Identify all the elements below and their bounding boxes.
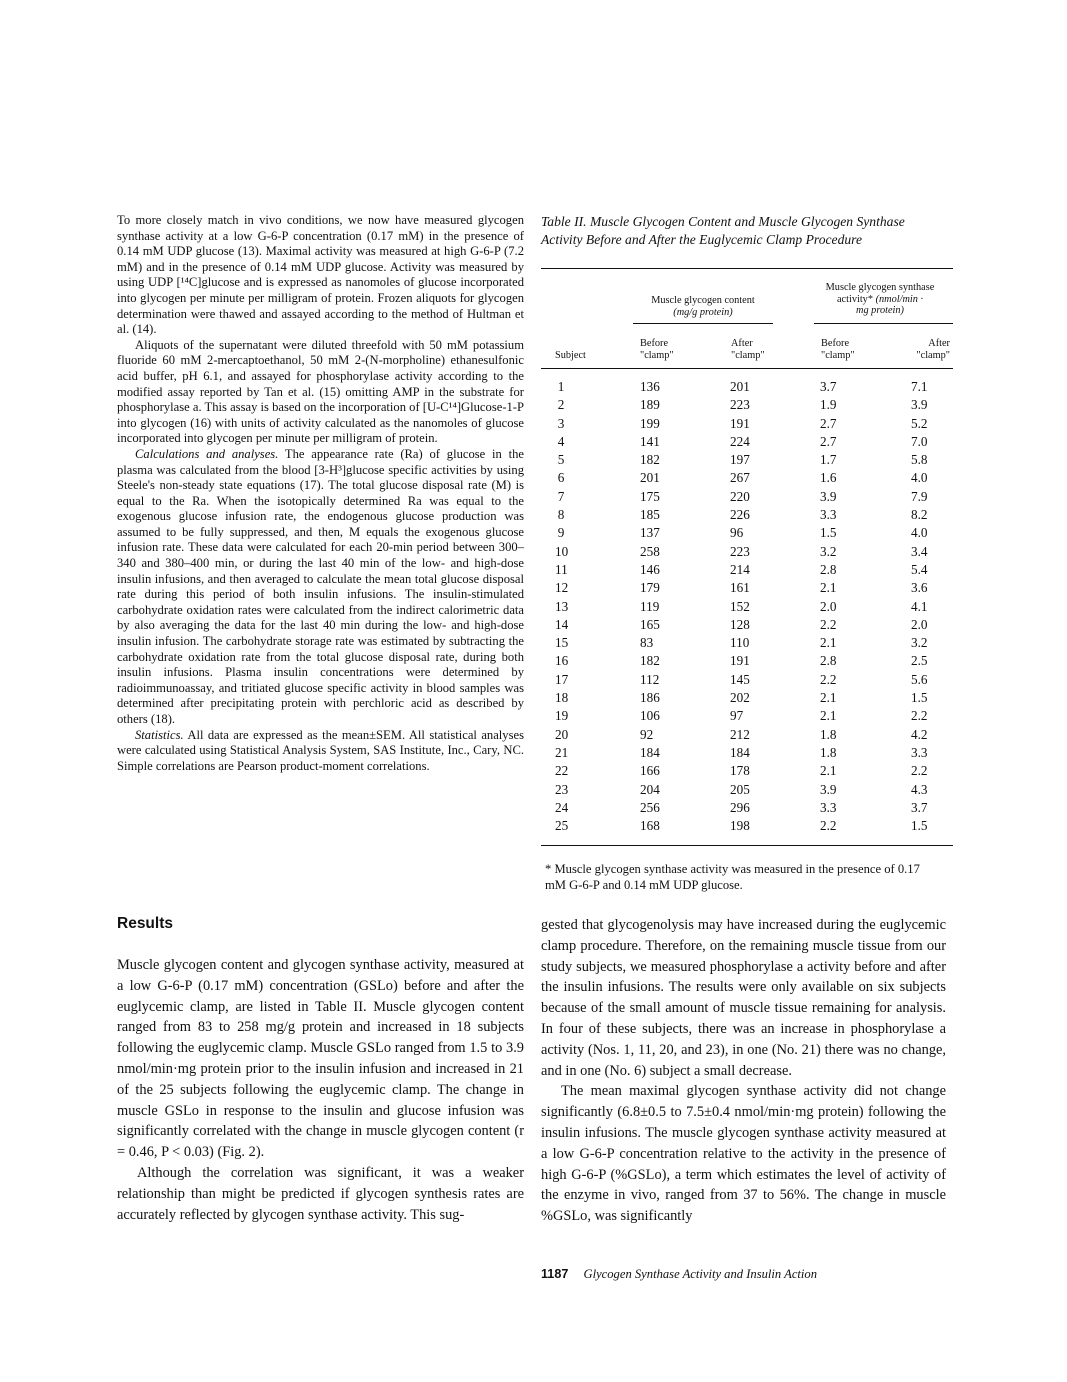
cell-content-before: 166 xyxy=(640,763,660,779)
results-heading: Results xyxy=(117,915,173,932)
cell-activity-after: 5.2 xyxy=(911,415,928,431)
table-row xyxy=(541,579,953,597)
cell-content-before: 175 xyxy=(640,488,660,504)
cell-activity-after: 5.4 xyxy=(911,561,928,577)
column-header-subject: Subject xyxy=(555,350,586,361)
cell-content-before: 136 xyxy=(640,379,660,394)
table-row xyxy=(541,634,953,652)
cell-content-before: 179 xyxy=(640,580,660,596)
cell-activity-before: 1.8 xyxy=(820,726,837,742)
column-header-content-before: Before "clamp" xyxy=(640,338,674,361)
cell-content-before: 168 xyxy=(640,818,660,834)
statistics-text: All data are expressed as the mean±SEM. All statistical analyses were calculated using Statistical Analysis System, SAS Institute, Inc., Cary, NC. Simple correlations are Pearson product-moment correlations. xyxy=(117,727,524,773)
cell-content-after: 226 xyxy=(730,507,750,523)
cell-content-after: 178 xyxy=(730,763,750,779)
cell-content-before: 112 xyxy=(640,671,660,687)
table-row xyxy=(541,396,953,414)
table-row xyxy=(541,561,953,579)
cell-content-before: 182 xyxy=(640,452,660,468)
glycogen-content-title: Muscle glycogen content xyxy=(651,295,755,306)
table-row xyxy=(541,469,953,487)
synthase-activity-units-2: mg protein) xyxy=(856,305,904,316)
cell-activity-before: 1.5 xyxy=(820,525,837,541)
table-row xyxy=(541,799,953,817)
cell-activity-after: 4.1 xyxy=(911,598,928,614)
cell-activity-after: 2.2 xyxy=(911,763,928,779)
cell-content-after: 223 xyxy=(730,397,750,413)
cell-subject: 17 xyxy=(555,671,569,687)
column-header-content-after: After "clamp" xyxy=(731,338,765,361)
cell-content-after: 224 xyxy=(730,433,750,449)
cell-activity-before: 2.7 xyxy=(820,415,837,431)
table-row xyxy=(541,762,953,780)
cell-activity-before: 2.1 xyxy=(820,708,837,724)
table-row xyxy=(541,506,953,524)
cell-activity-after: 8.2 xyxy=(911,507,928,523)
table-row xyxy=(541,433,953,451)
cell-subject: 6 xyxy=(557,470,565,486)
cell-activity-before: 2.1 xyxy=(820,690,837,706)
table-row xyxy=(541,616,953,634)
page-number: 1187 xyxy=(541,1267,569,1281)
group1-rule xyxy=(633,323,773,324)
results-paragraph: Although the correlation was significant, it was a weaker relationship than might be predicted if glycogen synthesis rates are accurately reflected by glycogen synthase activity. This sug- xyxy=(117,1164,524,1223)
cell-activity-after: 7.0 xyxy=(911,433,928,449)
cell-subject: 16 xyxy=(555,653,569,669)
page-footer xyxy=(541,1267,817,1282)
cell-subject: 25 xyxy=(555,818,569,834)
cell-content-after: 205 xyxy=(730,781,750,797)
calculations-paragraph xyxy=(117,447,524,728)
cell-activity-after: 3.9 xyxy=(911,397,928,413)
cell-content-after: 212 xyxy=(730,726,750,742)
table-row xyxy=(541,781,953,799)
cell-content-before: 201 xyxy=(640,470,660,486)
table-caption: Table II. Muscle Glycogen Content and Muscle Glycogen Synthase Activity Before and After the Euglycemic Clamp Procedure xyxy=(541,214,905,247)
cell-activity-before: 2.0 xyxy=(820,598,837,614)
cell-activity-before: 2.1 xyxy=(820,763,837,779)
table-row xyxy=(541,726,953,744)
cell-content-after: 214 xyxy=(730,561,750,577)
cell-activity-before: 3.9 xyxy=(820,781,837,797)
cell-content-after: 161 xyxy=(730,580,750,596)
cell-activity-after: 4.3 xyxy=(911,781,928,797)
cell-activity-after: 7.1 xyxy=(911,379,928,394)
group2-rule xyxy=(814,323,953,324)
cell-activity-after: 2.2 xyxy=(911,708,928,724)
calculations-text: The appearance rate (Ra) of glucose in the plasma was calculated from the blood [3-H³]glucose specific activities by using Steele's non-steady state equations (17). The total glucose disposal rate (M) is equal to the Ra. When the isotopically determined Ra was equal to the exogenous glucose infusion rate, the endogenous glucose production was assumed to be fully suppressed, and then, M equals the exogenous glucose infusion rate. These data were calculated for each 20-min period between 300–340 and 380–400 min, or during the last 40 min of the low- and high-dose insulin infusions, and then averaged to calculate the mean total glucose disposal rate during this period of both insulin infusions. The insulin-stimulated carbohydrate oxidation rates were calculated from the indirect calorimetric data by also averaging the data for the last 40 min during the low- and high-dose insulin infusion. The carbohydrate storage rate was estimated by subtracting the carbohydrate oxidation rate from the total glucose disposal rate, during both insulin infusions. Plasma insulin concentrations were determined by radioimmunoassay, and tritiated glucose specific activity in blood samples was determined after precipitating protein with perchloric acid as described by others (18). xyxy=(117,446,525,726)
table-row xyxy=(541,744,953,762)
cell-activity-before: 1.6 xyxy=(820,470,837,486)
cell-subject: 23 xyxy=(555,781,569,797)
table-row xyxy=(541,488,953,506)
cell-activity-before: 3.7 xyxy=(820,379,837,394)
cell-subject: 2 xyxy=(557,397,565,413)
methods-paragraph: To more closely match in vivo conditions, we now have measured glycogen synthase activity at a low G-6-P concentration (0.17 mM) in the presence of 0.14 mM UDP glucose (13). Maximal activity was measured at high G-6-P (7.2 mM) and in the presence of 0.14 mM UDP glucose. Activity was measured by using UDP [¹⁴C]glucose and is expressed as nanomoles of glucose incorporated into glycogen per minute per milligram of protein. Frozen aliquots for glycogen determination were thawed and assayed according to the method of Hultman et al. (14). xyxy=(117,213,524,337)
cell-content-after: 145 xyxy=(730,671,750,687)
table-footnote: * Muscle glycogen synthase activity was measured in the presence of 0.17 mM G-6-P and 0.14 mM UDP glucose. xyxy=(545,862,920,892)
cell-activity-after: 7.9 xyxy=(911,488,928,504)
cell-activity-before: 2.8 xyxy=(820,653,837,669)
cell-content-before: 146 xyxy=(640,561,660,577)
cell-activity-before: 1.7 xyxy=(820,452,837,468)
table-row xyxy=(541,415,953,433)
cell-subject: 11 xyxy=(555,561,568,577)
cell-content-before: 258 xyxy=(640,543,660,559)
cell-content-after: 267 xyxy=(730,470,750,486)
cell-content-after: 198 xyxy=(730,818,750,834)
cell-content-after: 220 xyxy=(730,488,750,504)
table-row xyxy=(541,543,953,561)
cell-subject: 12 xyxy=(555,580,569,596)
cell-activity-before: 2.1 xyxy=(820,635,837,651)
cell-content-before: 141 xyxy=(640,433,660,449)
cell-subject: 13 xyxy=(555,598,569,614)
cell-subject: 14 xyxy=(555,616,569,632)
cell-activity-after: 2.5 xyxy=(911,653,928,669)
cell-content-after: 97 xyxy=(730,708,744,724)
cell-activity-after: 3.6 xyxy=(911,580,928,596)
cell-content-before: 184 xyxy=(640,744,660,760)
cell-content-after: 128 xyxy=(730,616,750,632)
statistics-paragraph xyxy=(117,728,524,775)
methods-paragraph: Aliquots of the supernatant were diluted threefold with 50 mM potassium fluoride 60 mM 2-mercaptoethanol, 50 mM 2-(N-morpholine) ethanesulfonic acid buffer, pH 6.1, and assayed for phosphorylase activity according to the modified assay reported by Tan et al. (15) omitting AMP in the substrate for phosphorylase a. This assay is based on the incorporation of [U-C¹⁴]Glucose-1-P into glycogen (16) with units of activity calculated as the nanomoles of glucose incorporated into glycogen per minute per milligram of protein. xyxy=(117,337,525,446)
cell-subject: 15 xyxy=(555,635,569,651)
cell-content-after: 110 xyxy=(730,635,750,651)
table-row xyxy=(541,671,953,689)
cell-activity-before: 2.2 xyxy=(820,671,837,687)
results-paragraph: The mean maximal glycogen synthase activity did not change significantly (6.8±0.5 to 7.5±0.4 nmol/min·mg protein) following the insulin infusions. The muscle glycogen synthase activity measured at a low G-6-P concentration relative to the activity in the presence of high G-6-P (%GSLo), a term which estimates the level of activity of the enzyme in vivo, ranged from 37 to 56%. The change in muscle %GSLo, was significantly xyxy=(541,1083,946,1225)
calculations-runin-heading: Calculations and analyses. xyxy=(135,446,279,461)
cell-activity-after: 1.5 xyxy=(911,818,928,834)
cell-activity-before: 2.2 xyxy=(820,616,837,632)
cell-subject: 9 xyxy=(557,525,565,541)
table-row xyxy=(541,689,953,707)
methods-text-column xyxy=(117,213,524,774)
column-header-activity-before: Before "clamp" xyxy=(821,338,855,361)
cell-subject: 3 xyxy=(557,415,565,431)
cell-content-before: 92 xyxy=(640,726,654,742)
cell-activity-before: 3.3 xyxy=(820,507,837,523)
cell-content-before: 83 xyxy=(640,635,654,651)
cell-activity-after: 4.0 xyxy=(911,470,928,486)
table-row xyxy=(541,598,953,616)
cell-content-after: 152 xyxy=(730,598,750,614)
cell-activity-after: 2.0 xyxy=(911,616,928,632)
cell-subject: 10 xyxy=(555,543,569,559)
cell-content-before: 189 xyxy=(640,397,660,413)
results-paragraph: Muscle glycogen content and glycogen synthase activity, measured at a low G-6-P (0.17 mM) concentration (GSLo) before and after the euglycemic clamp, are listed in Table II. Muscle glycogen content ranged from 83 to 258 mg/g protein and increased in 18 subjects following the euglycemic clamp. Muscle GSLo ranged from 1.5 to 3.9 nmol/min·mg protein prior to the insulin infusion and increased in 21 of the 25 subjects following the euglycemic clamp. The change in muscle GSLo in response to the insulin and glucose infusion was significantly correlated with the change in muscle glycogen content (r = 0.46, P < 0.03) (Fig. 2). xyxy=(117,957,524,1161)
cell-activity-before: 3.9 xyxy=(820,488,837,504)
cell-activity-before: 2.8 xyxy=(820,561,837,577)
cell-content-after: 197 xyxy=(730,452,750,468)
cell-activity-before: 3.3 xyxy=(820,799,837,815)
cell-subject: 18 xyxy=(555,690,569,706)
column-header-activity-after: After "clamp" xyxy=(916,338,950,361)
cell-content-after: 184 xyxy=(730,744,750,760)
cell-content-after: 191 xyxy=(730,653,750,669)
table-header-rule xyxy=(541,368,953,369)
synthase-activity-units-1: (nmol/min · xyxy=(875,293,924,305)
cell-content-before: 186 xyxy=(640,690,660,706)
table-row xyxy=(541,707,953,725)
cell-content-before: 256 xyxy=(640,799,660,815)
table-row xyxy=(541,451,953,469)
cell-content-after: 202 xyxy=(730,690,750,706)
table-row xyxy=(541,817,953,835)
glycogen-content-units: (mg/g protein) xyxy=(673,306,733,318)
cell-activity-after: 4.0 xyxy=(911,525,928,541)
cell-subject: 4 xyxy=(557,433,565,449)
cell-subject: 8 xyxy=(557,507,565,523)
cell-content-after: 191 xyxy=(730,415,750,431)
cell-subject: 21 xyxy=(555,744,569,760)
results-continued-column xyxy=(541,915,946,1227)
cell-content-before: 106 xyxy=(640,708,660,724)
table-top-rule xyxy=(541,268,953,269)
cell-content-before: 165 xyxy=(640,616,660,632)
results-paragraph: gested that glycogenolysis may have increased during the euglycemic clamp procedure. Therefore, on the remaining muscle tissue from our study subjects, we measured phosphorylase a activity before and after the insulin infusions. The results were only available on six subjects because of the small amount of muscle tissue remaining for analysis. In four of these subjects, there was an increase in phosphorylase a activity (Nos. 1, 11, 20, and 23), in one (No. 21) there was no change, and in one (No. 6) subject a small decrease. xyxy=(541,917,946,1079)
cell-activity-after: 3.3 xyxy=(911,744,928,760)
table-body xyxy=(541,378,953,835)
cell-activity-before: 2.1 xyxy=(820,580,837,596)
statistics-runin-heading: Statistics. xyxy=(135,727,184,742)
running-title: Glycogen Synthase Activity and Insulin Action xyxy=(583,1267,817,1281)
cell-subject: 7 xyxy=(557,488,565,504)
cell-activity-after: 3.2 xyxy=(911,635,928,651)
cell-content-before: 137 xyxy=(640,525,660,541)
cell-subject: 22 xyxy=(555,763,569,779)
cell-content-after: 96 xyxy=(730,525,744,541)
cell-activity-after: 5.8 xyxy=(911,452,928,468)
synthase-activity-title-2: activity* xyxy=(836,293,876,305)
cell-activity-after: 4.2 xyxy=(911,726,928,742)
cell-subject: 1 xyxy=(557,379,565,394)
cell-content-before: 199 xyxy=(640,415,660,431)
cell-subject: 5 xyxy=(557,452,565,468)
results-text-column xyxy=(117,955,524,1225)
cell-activity-after: 5.6 xyxy=(911,671,928,687)
cell-content-after: 296 xyxy=(730,799,750,815)
table-row xyxy=(541,652,953,670)
cell-subject: 19 xyxy=(555,708,569,724)
cell-activity-before: 2.7 xyxy=(820,433,837,449)
cell-activity-after: 3.7 xyxy=(911,799,928,815)
cell-subject: 24 xyxy=(555,799,569,815)
cell-activity-before: 1.8 xyxy=(820,744,837,760)
cell-content-after: 201 xyxy=(730,379,750,394)
table-row xyxy=(541,378,953,396)
table-row xyxy=(541,524,953,542)
cell-content-before: 182 xyxy=(640,653,660,669)
cell-content-before: 185 xyxy=(640,507,660,523)
cell-activity-before: 3.2 xyxy=(820,543,837,559)
cell-activity-after: 1.5 xyxy=(911,690,928,706)
cell-content-before: 204 xyxy=(640,781,660,797)
synthase-activity-title: Muscle glycogen synthase xyxy=(825,282,935,293)
table-bottom-rule xyxy=(541,845,953,846)
cell-activity-after: 3.4 xyxy=(911,543,928,559)
synthase-activity-group-header xyxy=(800,282,960,317)
cell-activity-before: 1.9 xyxy=(820,397,837,413)
cell-activity-before: 2.2 xyxy=(820,818,837,834)
cell-content-before: 119 xyxy=(640,598,660,614)
cell-subject: 20 xyxy=(555,726,569,742)
glycogen-content-group-header xyxy=(633,295,773,318)
cell-content-after: 223 xyxy=(730,543,750,559)
